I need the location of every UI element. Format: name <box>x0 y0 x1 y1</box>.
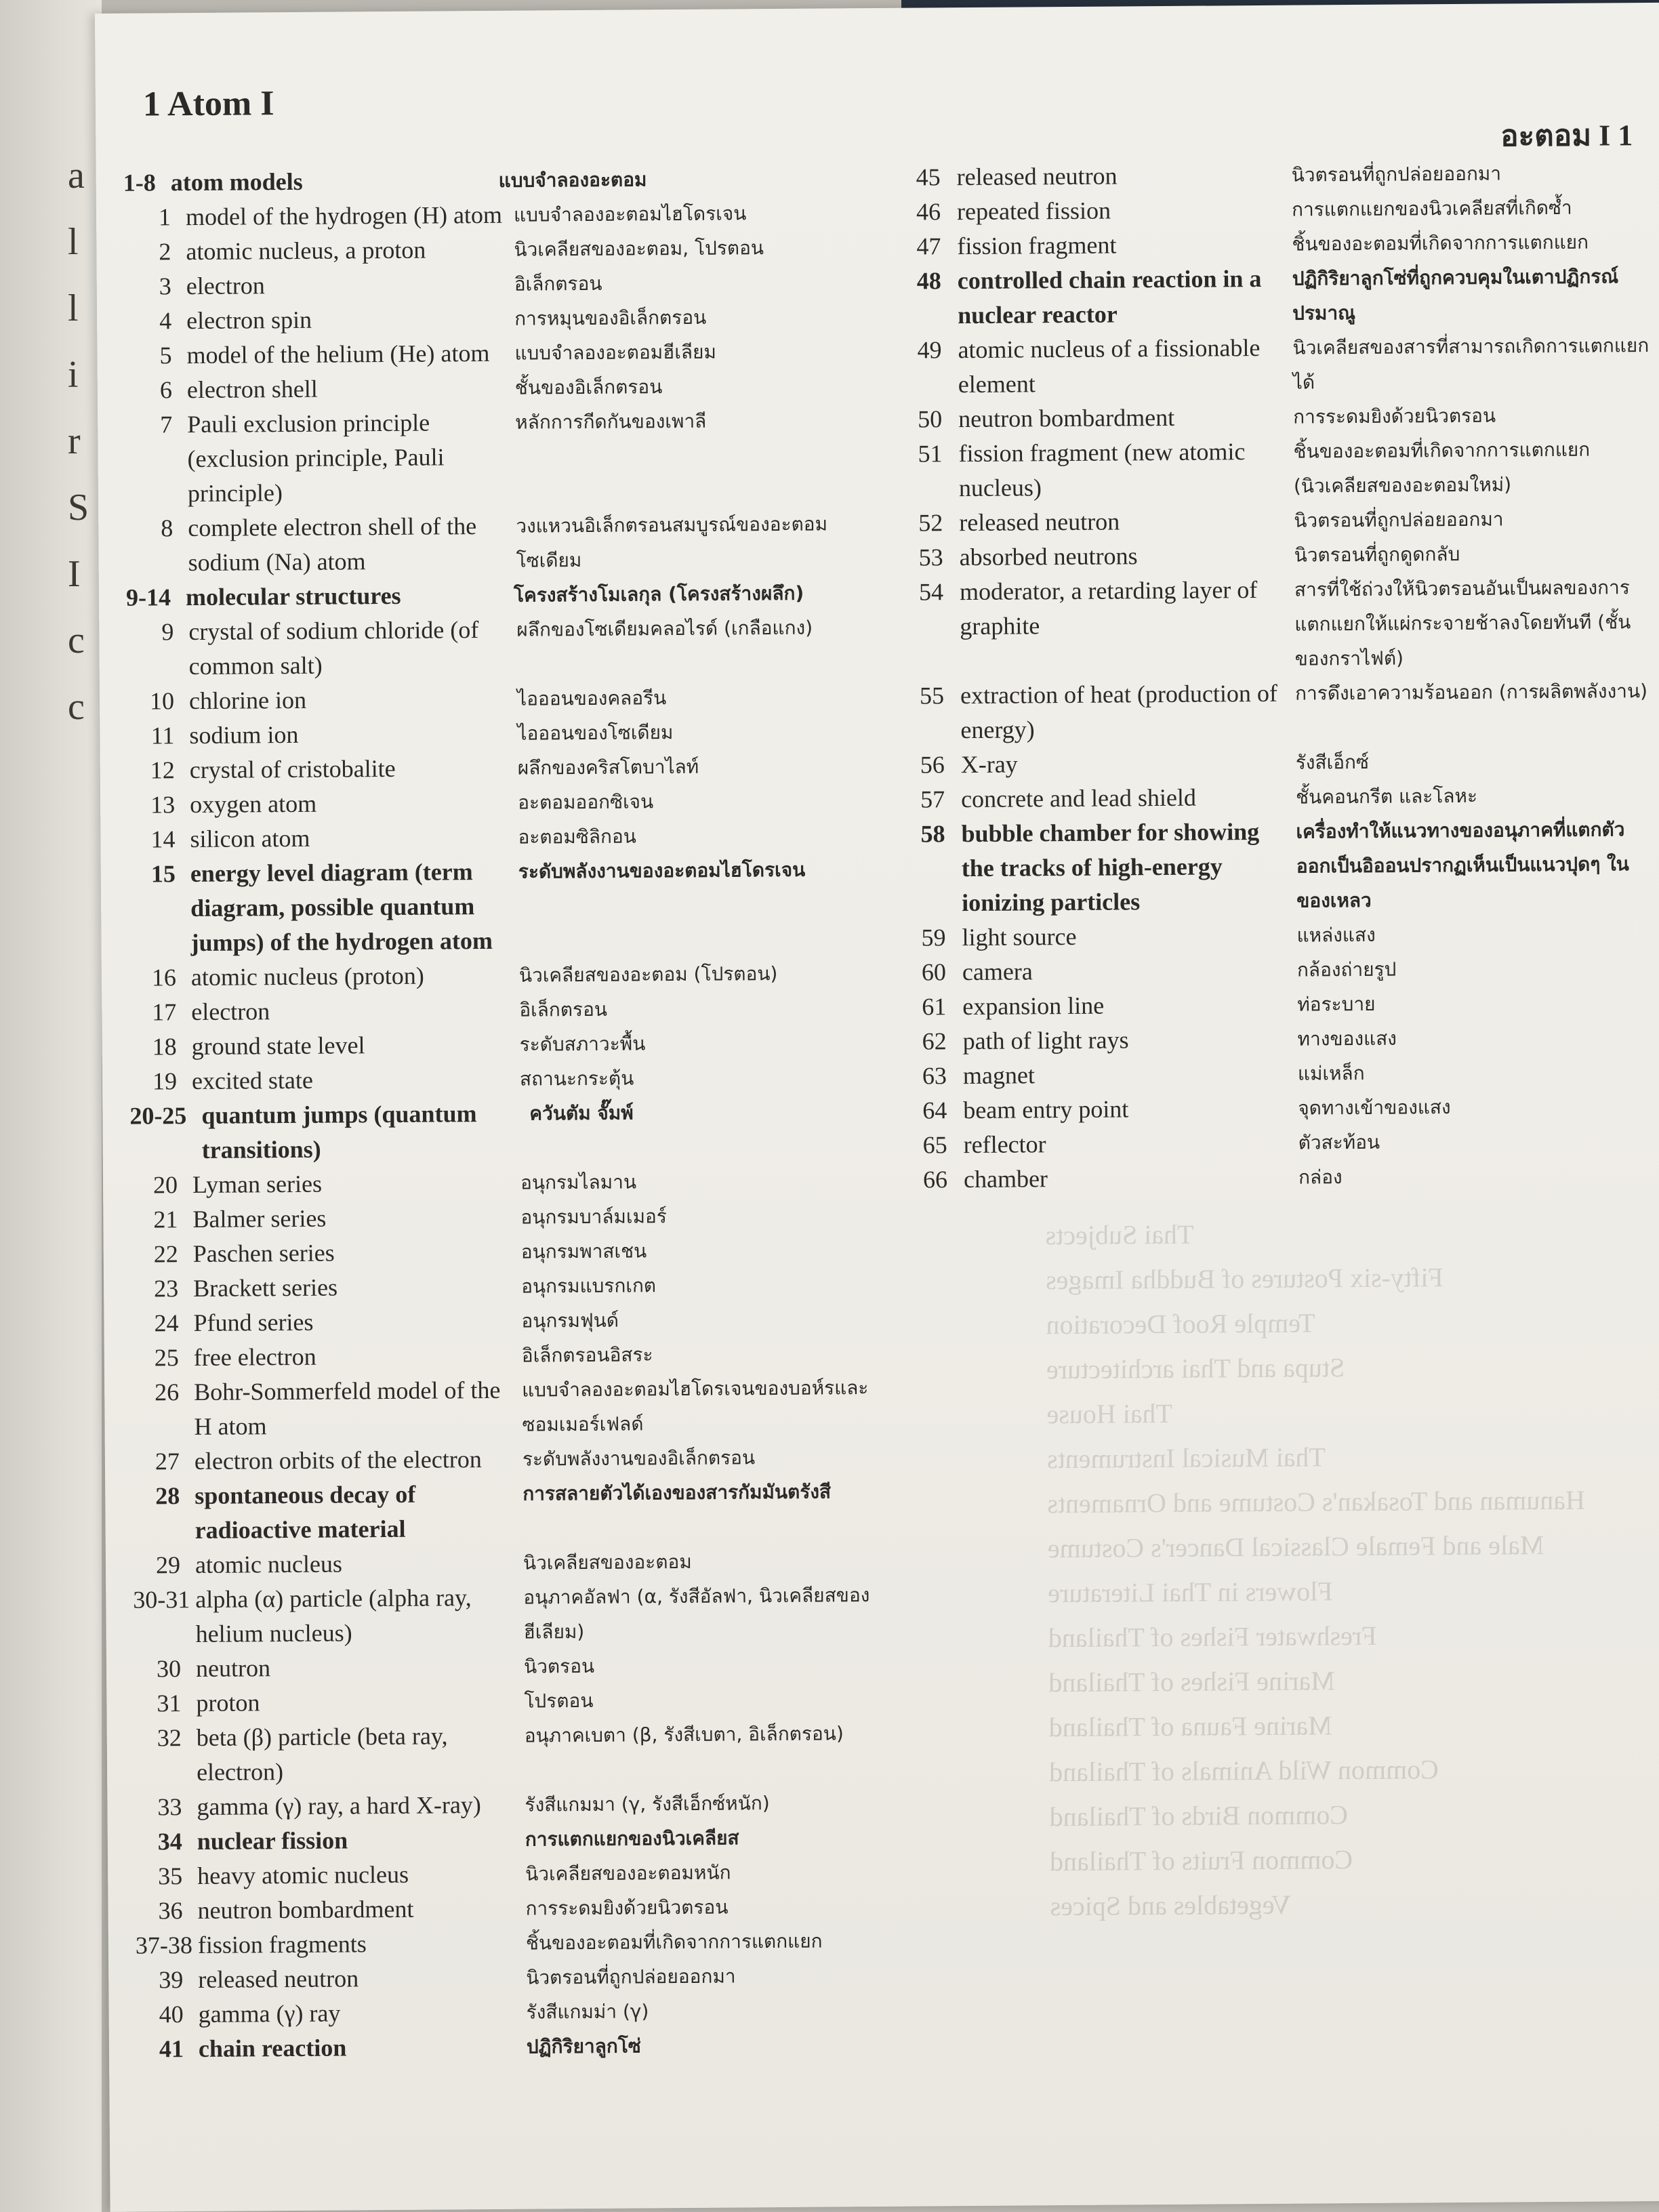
entry-number: 62 <box>922 1027 947 1055</box>
entry-row <box>907 743 1652 783</box>
entry-number: 19 <box>152 1067 178 1095</box>
entry-english: chlorine ion <box>188 686 307 715</box>
entry-thai: ตัวสะท้อน <box>1298 1130 1380 1154</box>
entry-row <box>135 1889 894 1929</box>
entry-number: 31 <box>157 1689 182 1717</box>
entry-number: 52 <box>918 509 943 537</box>
entry-thai: อนุกรมไลมาน <box>520 1170 637 1194</box>
bleed-line: Common Wild Animals of Thailand <box>1048 1754 1439 1788</box>
entry-thai: ทางของแสง <box>1297 1027 1397 1050</box>
bleed-through-text <box>1045 1209 1659 1929</box>
entry-english: neutron <box>195 1654 271 1683</box>
entry-row <box>133 1578 893 1652</box>
entry-english: electron <box>186 272 265 300</box>
entry-thai: นิวตรอนที่ถูกปล่อยออกมา <box>1291 162 1502 186</box>
entry-row <box>136 2027 895 2067</box>
entry-number: 45 <box>916 163 941 191</box>
entry-row <box>905 535 1650 575</box>
entry-english: sodium ion <box>189 720 299 750</box>
entry-number: 41 <box>159 2035 184 2063</box>
left-page-text: a l l i r S I c c <box>68 155 89 728</box>
entry-number: 50 <box>918 405 943 433</box>
entry-thai: วงแหวนอิเล็กตรอนสมบูรณ์ของอะตอมโซเดียม <box>516 512 828 572</box>
entry-english: neutron bombardment <box>197 1895 414 1925</box>
entry-number: 47 <box>916 232 941 260</box>
entry-thai: แหล่งแสง <box>1296 923 1376 947</box>
entry-english: extraction of heat (production of energy) <box>960 679 1278 744</box>
entry-thai: สถานะกระตุ้น <box>519 1067 634 1090</box>
entry-number: 10 <box>149 687 175 715</box>
entry-row <box>127 748 886 788</box>
entry-thai: การดึงเอาความร้อนออก (การผลิตพลังงาน) <box>1294 680 1648 705</box>
entry-number: 53 <box>918 544 943 571</box>
entry-thai: นิวเคลียสของอะตอม, โปรตอน <box>514 237 764 261</box>
entry-row <box>135 1854 894 1894</box>
entry-row <box>127 714 886 754</box>
entry-row <box>903 155 1648 195</box>
entry-number: 32 <box>157 1724 182 1752</box>
entry-thai: อิเล็กตรอน <box>519 998 608 1021</box>
entry-row <box>907 812 1653 921</box>
entry-number: 54 <box>918 578 944 606</box>
entry-row <box>129 1094 889 1168</box>
entry-row <box>908 1019 1654 1059</box>
entry-english: nuclear fission <box>197 1826 348 1856</box>
entry-row <box>131 1232 890 1272</box>
entry-english: absorbed neutrons <box>959 542 1138 571</box>
entry-thai: ควันตัม จั๊มพ์ <box>529 1101 634 1125</box>
entry-english: alpha (α) particle (alpha ray, helium nucleus) <box>195 1584 472 1648</box>
entry-row <box>133 1543 892 1583</box>
entry-thai: ผลึกของคริสโตบาไลท์ <box>517 755 699 779</box>
entry-number: 29 <box>155 1551 181 1579</box>
entry-thai: นิวเคลียสของอะตอม <box>523 1550 692 1574</box>
entry-english: gamma (γ) ray, a hard X-ray) <box>197 1791 481 1821</box>
entry-number: 2 <box>159 238 171 266</box>
entry-number: 16 <box>151 964 177 991</box>
entry-row <box>132 1474 892 1549</box>
entry-english: fission fragments <box>197 1930 367 1959</box>
entry-row <box>909 1158 1655 1197</box>
entry-number: 14 <box>150 825 176 853</box>
entry-row <box>126 575 885 615</box>
entry-row <box>908 985 1654 1025</box>
entry-english: controlled chain reaction in a nuclear reactor <box>957 264 1262 329</box>
entry-row <box>129 1025 888 1065</box>
entry-english: Paschen series <box>192 1239 335 1268</box>
entry-number: 11 <box>150 722 175 750</box>
entry-thai: เครื่องทำให้แนวทางของอนุภาคที่แตกตัวออกเป็นอิออนปรากฏเห็นเป็นแนวปุดๆ ในของเหลว <box>1296 818 1630 912</box>
entry-english: expansion line <box>962 991 1105 1021</box>
entry-number: 5 <box>159 342 172 369</box>
entry-row <box>135 1820 894 1860</box>
entry-row <box>908 950 1654 990</box>
entry-thai: รังสีแกมม่า (γ) <box>526 2000 649 2024</box>
entry-number: 40 <box>159 2001 184 2028</box>
entry-thai: นิวเคลียสของสารที่สามารถเกิดการแตกแยกได้ <box>1292 334 1650 394</box>
entry-english: chain reaction <box>198 2034 347 2063</box>
entry-number: 18 <box>152 1033 177 1061</box>
entry-number: 55 <box>919 682 945 710</box>
entry-number: 64 <box>922 1097 947 1124</box>
entry-number: 25 <box>154 1344 179 1372</box>
entry-thai: อนุกรมพาสเชน <box>520 1240 647 1263</box>
entry-number: 60 <box>921 958 947 986</box>
entry-english: Lyman series <box>192 1170 323 1199</box>
entry-english: proton <box>196 1689 260 1717</box>
entry-english: concrete and lead shield <box>960 783 1197 813</box>
entry-row <box>904 432 1650 506</box>
entry-thai: อนุกรมบาล์มเมอร์ <box>520 1205 667 1229</box>
entry-thai: อิเล็กตรอนอิสระ <box>521 1343 653 1367</box>
entry-number: 17 <box>152 998 177 1026</box>
entry-english: camera <box>962 958 1033 986</box>
entry-number: 58 <box>920 820 945 848</box>
bleed-line: Fifty-six Postures of Buddha Images <box>1045 1262 1443 1296</box>
entry-english: molecular structures <box>185 581 401 611</box>
entry-english: repeated fission <box>956 197 1111 226</box>
entry-english: Balmer series <box>192 1204 327 1233</box>
entry-english: released neutron <box>959 508 1120 537</box>
entry-row <box>903 328 1650 403</box>
entry-row <box>136 1923 895 1963</box>
entry-english: electron shell <box>186 375 318 404</box>
entry-number: 57 <box>920 785 945 813</box>
entry-english: energy level diagram (term diagram, possible quantum jumps) of the hydrogen atom <box>190 858 493 957</box>
entry-english: released neutron <box>956 162 1118 191</box>
entry-number: 15 <box>150 860 176 888</box>
entry-english: fission fragment (new atomic nucleus) <box>958 438 1246 502</box>
bleed-line: Freshwater Fishes of Thailand <box>1048 1620 1377 1654</box>
entry-row <box>129 990 888 1030</box>
entry-number: 3 <box>159 272 171 300</box>
entry-row <box>131 1336 890 1376</box>
entry-row <box>136 1958 895 1998</box>
entry-row <box>131 1267 890 1307</box>
entry-english: heavy atomic nucleus <box>197 1860 409 1890</box>
entry-english: X-ray <box>960 750 1018 779</box>
entry-number: 30-31 <box>133 1586 190 1614</box>
entry-row <box>136 1992 895 2032</box>
entry-thai: กล่อง <box>1298 1166 1343 1189</box>
entry-english: quantum jumps (quantum transitions) <box>201 1100 477 1164</box>
entry-thai: การสลายตัวได้เองของสารกัมมันตรังสี <box>523 1480 832 1505</box>
entry-row <box>134 1681 893 1721</box>
entry-row <box>123 195 882 235</box>
entry-thai: ระดับพลังงานของอะตอมไฮโดรเจน <box>518 858 806 883</box>
entry-thai: ชั้นของอิเล็กตรอน <box>514 375 663 399</box>
entry-english: chamber <box>963 1165 1048 1193</box>
entry-english: light source <box>962 922 1077 951</box>
entry-english: bubble chamber for showing the tracks of high-energy ionizing particles <box>961 818 1260 917</box>
entry-english: excited state <box>191 1066 314 1095</box>
entry-row <box>128 852 888 961</box>
entry-thai: ผลึกของโซเดียมคลอไรด์ (เกลือแกง) <box>516 616 813 641</box>
entry-number: 56 <box>920 751 945 779</box>
entry-row <box>909 1088 1654 1128</box>
entry-number: 8 <box>161 514 173 542</box>
entry-row <box>906 674 1652 748</box>
entry-thai: นิวเคลียสของอะตอมหนัก <box>525 1861 731 1885</box>
bleed-line: Male and Female Classical Dancer's Costume <box>1047 1530 1544 1564</box>
entry-thai: หลักการกีดกันของเพาลี <box>515 409 707 434</box>
entry-english: fission fragment <box>957 231 1117 260</box>
entry-number: 27 <box>155 1448 180 1475</box>
entry-number: 39 <box>159 1966 184 1994</box>
entry-english: ground state level <box>191 1031 365 1061</box>
entry-row <box>129 1059 888 1099</box>
entry-thai: การหมุนของอิเล็กตรอน <box>514 306 707 330</box>
entry-thai: แบบจำลองอะตอมไฮโดรเจนของบอห์รและซอมเมอร์เฟลด์ <box>522 1376 869 1436</box>
bleed-line: Hanuman and Tosakan's Costume and Ornaments <box>1047 1484 1586 1519</box>
entry-row <box>907 916 1653 956</box>
entry-thai: จุดทางเข้าของแสง <box>1298 1096 1451 1120</box>
entry-row <box>903 224 1648 264</box>
entry-row <box>130 1197 889 1237</box>
bleed-line: Stupa and Thai architecture <box>1046 1352 1345 1385</box>
entry-thai: ไอออนของโซเดียม <box>517 721 674 745</box>
entry-row <box>131 1301 890 1341</box>
entry-english: atomic nucleus, a proton <box>186 236 426 266</box>
entry-number: 21 <box>153 1206 178 1233</box>
entry-thai: ชิ้นของอะตอมที่เกิดจากการแตกแยก (นิวเคลียสของอะตอมใหม่) <box>1293 438 1591 497</box>
entry-row <box>123 230 882 270</box>
entry-row <box>129 956 888 996</box>
entry-row <box>132 1439 891 1479</box>
entry-number: 59 <box>921 924 946 951</box>
entry-row <box>903 259 1650 333</box>
entry-number: 61 <box>922 993 947 1021</box>
dictionary-page <box>95 3 1659 2212</box>
entry-thai: ระดับสภาวะพื้น <box>519 1032 646 1056</box>
entry-english: Pauli exclusion principle (exclusion principle, Pauli principle) <box>187 409 445 508</box>
entry-english: moderator, a retarding layer of graphite <box>959 576 1258 640</box>
entry-number: 30 <box>156 1655 182 1683</box>
entry-row <box>909 1054 1654 1094</box>
entry-thai: นิวตรอนที่ถูกปล่อยออกมา <box>1294 508 1504 532</box>
entry-row <box>909 1123 1655 1163</box>
entry-row <box>124 333 883 373</box>
bleed-line: Flowers in Thai Literature <box>1048 1576 1333 1609</box>
entry-number: 1-8 <box>123 169 156 197</box>
entry-number: 23 <box>153 1275 179 1303</box>
entry-number: 13 <box>150 791 176 819</box>
entry-number: 24 <box>154 1309 179 1337</box>
entry-number: 9-14 <box>125 583 171 611</box>
entry-row <box>131 1370 891 1445</box>
entry-thai: ท่อระบาย <box>1297 992 1376 1016</box>
entry-row <box>123 161 882 201</box>
entry-number: 28 <box>155 1482 180 1510</box>
entry-english: released neutron <box>198 1965 359 1994</box>
bleed-line: Thai House <box>1046 1397 1173 1430</box>
entry-english: gamma (γ) ray <box>198 1999 341 2028</box>
bleed-line: Marine Fishes of Thailand <box>1048 1665 1335 1698</box>
entry-thai: การแตกแยกของนิวเคลียส <box>525 1826 739 1851</box>
entry-number: 7 <box>160 411 173 438</box>
entry-thai: รังสีเอ็กซ์ <box>1295 750 1370 774</box>
entry-row <box>126 610 886 684</box>
entry-number: 51 <box>918 440 943 468</box>
entry-english: atomic nucleus (proton) <box>190 962 424 991</box>
bleed-line: Common Fruits of Thailand <box>1049 1844 1353 1877</box>
entry-english: path of light rays <box>962 1026 1129 1055</box>
entry-number: 33 <box>157 1793 182 1821</box>
entry-row <box>904 397 1650 437</box>
entry-thai: ชั้นคอนกรีต และโลหะ <box>1295 784 1478 808</box>
entry-row <box>125 368 884 408</box>
entry-english: free electron <box>193 1343 316 1372</box>
entry-number: 48 <box>916 267 941 295</box>
entry-thai: การแตกแยกของนิวเคลียสที่เกิดซ้ำ <box>1291 196 1572 221</box>
entry-thai: ไอออนของคลอรีน <box>516 687 667 710</box>
entry-english: atom models <box>170 167 303 197</box>
entry-number: 66 <box>922 1166 948 1193</box>
entry-english: beam entry point <box>963 1095 1129 1124</box>
entry-number: 20 <box>152 1171 178 1199</box>
entry-thai: อะตอมออกซิเจน <box>518 790 654 814</box>
entry-row <box>127 817 886 857</box>
entry-thai: ปฏิกิริยาลูกโซ่ที่ถูกควบคุมในเตาปฏิกรณ์ปรมาณู <box>1292 265 1619 325</box>
entry-thai: ปฏิกิริยาลูกโซ่ <box>526 2034 641 2058</box>
entry-english: reflector <box>963 1130 1046 1159</box>
bleed-line: Temple Roof Decoration <box>1046 1307 1315 1340</box>
entry-number: 65 <box>922 1131 947 1159</box>
entry-thai: แบบจำลองอะตอมไฮโดรเจน <box>513 202 747 226</box>
entry-thai: การระดมยิงด้วยนิวตรอน <box>1293 404 1496 428</box>
entry-row <box>125 403 884 512</box>
entry-number: 46 <box>916 198 941 226</box>
entry-thai: ชิ้นของอะตอมที่เกิดจากการแตกแยก <box>1292 230 1589 255</box>
entry-number: 36 <box>158 1897 183 1925</box>
entry-english: model of the helium (He) atom <box>186 339 490 369</box>
entry-number: 35 <box>158 1862 183 1890</box>
entry-number: 1 <box>158 203 171 231</box>
entry-number: 6 <box>159 376 173 404</box>
entry-english: crystal of sodium chloride (of common salt) <box>188 616 479 680</box>
entry-row <box>125 506 885 581</box>
bleed-line: Thai Subjects <box>1045 1218 1194 1251</box>
entry-english: oxygen atom <box>190 790 317 819</box>
bleed-line: Vegetables and Spices <box>1050 1889 1292 1922</box>
entry-row <box>905 501 1650 541</box>
entry-thai: ชิ้นของอะตอมที่เกิดจากการแตกแยก <box>525 1929 823 1954</box>
right-column <box>903 155 1656 1197</box>
entry-thai: อนุภาคเบตา (β, รังสีเบตา, อิเล็กตรอน) <box>524 1722 844 1747</box>
entry-number: 26 <box>155 1378 180 1406</box>
entry-number: 20-25 <box>129 1102 187 1130</box>
entry-english: spontaneous decay of radioactive material <box>194 1480 416 1544</box>
left-column <box>123 161 896 2067</box>
entry-english: neutron bombardment <box>958 403 1175 433</box>
entry-number: 4 <box>159 307 172 335</box>
entry-thai: รังสีแกมมา (γ, รังสีเอ็กซ์หนัก) <box>525 1792 770 1816</box>
entry-english: silicon atom <box>190 824 310 853</box>
entry-thai: นิวตรอน <box>523 1654 595 1678</box>
entry-row <box>130 1163 889 1203</box>
entry-thai: แบบจำลองอะตอม <box>498 168 647 192</box>
entry-row <box>905 570 1652 679</box>
entry-number: 9 <box>161 618 174 646</box>
entry-english: electron spin <box>186 306 312 335</box>
entry-number: 63 <box>922 1062 947 1090</box>
running-head: อะตอม I 1 <box>1500 119 1633 153</box>
entry-thai: แบบจำลองอะตอมฮีเลียม <box>514 340 716 365</box>
entry-english: electron orbits of the electron <box>194 1446 482 1475</box>
entry-row <box>134 1716 894 1790</box>
entry-row <box>134 1647 893 1687</box>
entry-english: atomic nucleus of a fissionable element <box>958 334 1261 398</box>
entry-thai: โครงสร้างโมเลกุล (โครงสร้างผลึก) <box>513 581 804 607</box>
entry-number: 34 <box>157 1828 182 1856</box>
entry-thai: อะตอมซิลิกอน <box>518 825 637 848</box>
entry-english: crystal of cristobalite <box>189 754 396 784</box>
entry-thai: ระดับพลังงานของอิเล็กตรอน <box>522 1446 756 1471</box>
entry-thai: นิวตรอนที่ถูกดูดกลับ <box>1294 542 1460 567</box>
entry-thai: อนุภาคอัลฟา (α, รังสีอัลฟา, นิวเคลียสของฮีเลียม) <box>523 1584 870 1643</box>
entry-thai: อิเล็กตรอน <box>514 272 602 295</box>
entry-row <box>903 190 1648 230</box>
entry-number: 12 <box>150 756 175 784</box>
entry-number: 37-38 <box>135 1931 193 1959</box>
entry-thai: นิวตรอนที่ถูกปล่อยออกมา <box>526 1965 736 1989</box>
bleed-line: Thai Musical Instruments <box>1046 1441 1326 1475</box>
entry-english: model of the hydrogen (H) atom <box>185 201 503 231</box>
entry-thai: กล้องถ่ายรูป <box>1296 958 1397 981</box>
entry-row <box>124 264 883 304</box>
entry-thai: อนุกรมแบรกเกต <box>521 1274 657 1298</box>
entry-english: Bohr-Sommerfeld model of the H atom <box>194 1376 501 1441</box>
bleed-line: Marine Fauna of Thailand <box>1048 1710 1332 1743</box>
entry-row <box>124 299 883 339</box>
entry-number: 49 <box>917 336 942 364</box>
entry-english: magnet <box>962 1061 1036 1090</box>
entry-thai: นิวเคลียสของอะตอม (โปรตอน) <box>518 962 778 987</box>
entry-thai: โปรตอน <box>524 1689 594 1713</box>
entry-row <box>134 1785 893 1825</box>
entry-row <box>127 783 886 823</box>
entry-number: 22 <box>153 1240 178 1268</box>
entry-thai: แม่เหล็ก <box>1297 1061 1365 1085</box>
entry-english: Brackett series <box>192 1273 338 1303</box>
entry-english: atomic nucleus <box>194 1550 343 1579</box>
entry-row <box>127 679 886 719</box>
entry-english: beta (β) particle (beta ray, electron) <box>196 1722 448 1786</box>
entry-thai: อนุกรมฟุนด์ <box>521 1309 619 1332</box>
entry-row <box>907 777 1652 817</box>
left-page-edge <box>0 0 102 2212</box>
entry-english: electron <box>191 998 270 1026</box>
entry-thai: สารที่ใช้ถ่วงให้นิวตรอนอันเป็นผลของการแตกแยกให้แผ่กระจายช้าลงโดยทันที (ชั้นของกราไฟต์) <box>1294 576 1631 670</box>
entry-english: complete electron shell of the sodium (Na) atom <box>188 512 477 577</box>
bleed-line: Common Birds of Thailand <box>1049 1799 1349 1832</box>
entry-english: Pfund series <box>193 1308 314 1337</box>
entry-thai: การระดมยิงด้วยนิวตรอน <box>525 1896 729 1920</box>
chapter-title: 1 Atom I <box>142 84 274 124</box>
